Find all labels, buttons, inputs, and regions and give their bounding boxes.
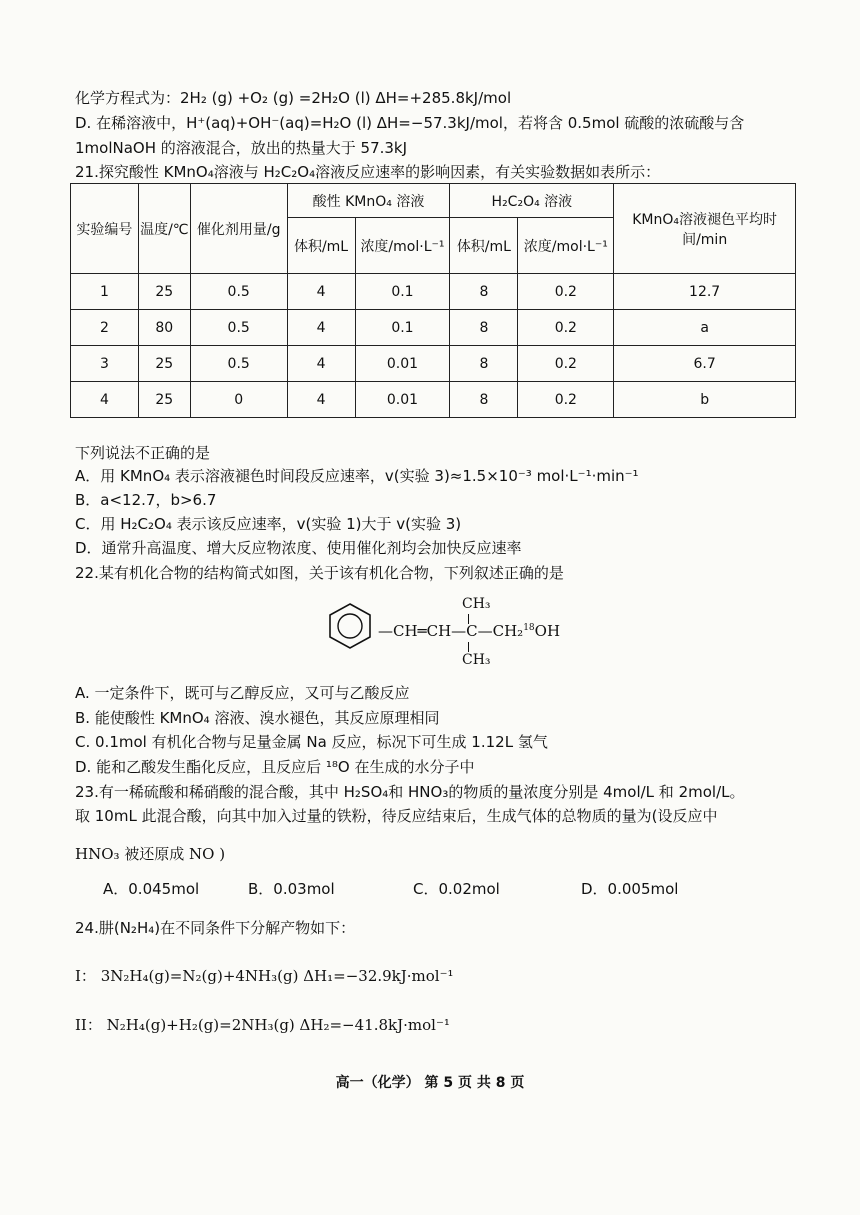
equation-2: [75, 1015, 450, 1035]
header-concentration: 浓度/mol·L⁻¹: [518, 218, 614, 274]
table-cell: 8: [450, 346, 518, 382]
table-cell: 0.01: [355, 382, 450, 418]
table-cell: 4: [287, 346, 355, 382]
table-cell: 12.7: [614, 274, 796, 310]
bond-line: [468, 642, 469, 652]
methyl-top: CH₃: [462, 596, 491, 612]
header-volume: 体积/mL: [287, 218, 355, 274]
table-cell: 0.01: [355, 346, 450, 382]
question-21-stem: 21.探究酸性 KMnO₄溶液与 H₂C₂O₄溶液反应速率的影响因素，有关实验数据如表所示：: [75, 163, 661, 181]
option-d: D．通常升高温度、增大反应物浓度、使用催化剂均会加快反应速率: [75, 539, 522, 557]
option-a: A．用 KMnO₄ 表示溶液褪色时间段反应速率，v(实验 3)≈1.5×10⁻³ mol·L⁻¹·min⁻¹: [75, 467, 639, 485]
question-23-stem-cont: 取 10mL 此混合酸，向其中加入过量的铁粉，待反应结束后，生成气体的总物质的量为(设反应中: [75, 807, 718, 825]
chain-formula: [378, 622, 560, 640]
table-cell: 0.2: [518, 274, 614, 310]
table-cell: 0: [190, 382, 287, 418]
text-line: 1molNaOH 的溶液混合，放出的热量大于 57.3kJ: [75, 139, 408, 157]
option-d: D. 能和乙酸发生酯化反应，且反应后 ¹⁸O 在生成的水分子中: [75, 758, 475, 776]
table-cell: 0.1: [355, 310, 450, 346]
table-cell: 0.5: [190, 310, 287, 346]
table-row: [71, 382, 796, 418]
table-cell: 4: [71, 382, 139, 418]
option-d: D．0.005mol: [581, 880, 679, 898]
table-cell: 0.2: [518, 382, 614, 418]
header-exp-no: 实验编号: [71, 184, 139, 274]
header-fade-time: KMnO₄溶液褪色平均时间/min: [614, 184, 796, 274]
question-23-options: [103, 878, 703, 899]
question-23-stem: 23.有一稀硫酸和稀硝酸的混合酸，其中 H₂SO₄和 HNO₃的物质的量浓度分别是 4mol/L 和 2mol/L。: [75, 783, 745, 801]
table-cell: b: [614, 382, 796, 418]
question-24-stem: 24.肼(N₂H₄)在不同条件下分解产物如下：: [75, 919, 356, 937]
question-21-prompt: 下列说法不正确的是: [75, 444, 211, 462]
benzene-ring-icon: [320, 596, 380, 656]
eq-label: I：: [75, 967, 96, 985]
option-a: A．0.045mol: [103, 880, 200, 898]
table-row: [71, 346, 796, 382]
methyl-bottom: CH₃: [462, 652, 491, 668]
table-cell: 3: [71, 346, 139, 382]
table-cell: 25: [138, 382, 190, 418]
question-22-stem: 22.某有机化合物的结构简式如图，关于该有机化合物，下列叙述正确的是: [75, 564, 564, 582]
table-row: [71, 310, 796, 346]
header-temp: 温度/℃: [138, 184, 190, 274]
table-row: [71, 274, 796, 310]
equation-1: [75, 966, 454, 986]
option-c: C. 0.1mol 有机化合物与足量金属 Na 反应，标况下可生成 1.12L 氢气: [75, 733, 548, 751]
header-h2c2o4: H₂C₂O₄ 溶液: [450, 184, 614, 218]
question-23-stem-cont: HNO₃ 被还原成 NO ): [75, 845, 226, 863]
chain-text: —CH═CH—C—CH₂: [378, 622, 524, 640]
header-catalyst: 催化剂用量/g: [190, 184, 287, 274]
table-cell: 25: [138, 346, 190, 382]
table-cell: 80: [138, 310, 190, 346]
table-cell: 8: [450, 310, 518, 346]
table-cell: 0.5: [190, 346, 287, 382]
table-cell: 8: [450, 274, 518, 310]
header-volume: 体积/mL: [450, 218, 518, 274]
table-cell: 0.2: [518, 346, 614, 382]
isotope-mark: 18: [523, 623, 535, 633]
eq-label: II：: [75, 1016, 102, 1034]
table-cell: 25: [138, 274, 190, 310]
option-c: C．0.02mol: [413, 880, 500, 898]
table-cell: 0.1: [355, 274, 450, 310]
page-footer: 高一（化学） 第 5 页 共 8 页: [335, 1075, 525, 1091]
option-b: B．a<12.7，b>6.7: [75, 491, 217, 509]
experiment-table: [70, 183, 796, 418]
table-cell: 1: [71, 274, 139, 310]
table-cell: 6.7: [614, 346, 796, 382]
header-concentration: 浓度/mol·L⁻¹: [355, 218, 450, 274]
table-cell: 0.5: [190, 274, 287, 310]
option-c: C．用 H₂C₂O₄ 表示该反应速率，v(实验 1)大于 v(实验 3): [75, 515, 462, 533]
table-cell: 4: [287, 310, 355, 346]
eq-text: N₂H₄(g)+H₂(g)=2NH₃(g) ΔH₂=−41.8kJ·mol⁻¹: [106, 1016, 450, 1034]
table-cell: a: [614, 310, 796, 346]
table-cell: 4: [287, 274, 355, 310]
header-kmno4: 酸性 KMnO₄ 溶液: [287, 184, 450, 218]
table-cell: 8: [450, 382, 518, 418]
option-b: B. 能使酸性 KMnO₄ 溶液、溴水褪色，其反应原理相同: [75, 709, 440, 727]
text-line: 化学方程式为：2H₂ (g) +O₂ (g) =2H₂O (l) ΔH=+285.8kJ/mol: [75, 89, 512, 107]
eq-text: 3N₂H₄(g)=N₂(g)+4NH₃(g) ΔH₁=−32.9kJ·mol⁻¹: [100, 967, 454, 985]
option-b: B．0.03mol: [248, 880, 335, 898]
option-a: A. 一定条件下，既可与乙醇反应，又可与乙酸反应: [75, 684, 410, 702]
table-cell: 2: [71, 310, 139, 346]
table-cell: 4: [287, 382, 355, 418]
table-cell: 0.2: [518, 310, 614, 346]
text-line: D. 在稀溶液中，H⁺(aq)+OH⁻(aq)=H₂O (l) ΔH=−57.3kJ/mol，若将含 0.5mol 硫酸的浓硫酸与含: [75, 114, 745, 132]
hydroxyl-text: OH: [534, 622, 561, 640]
